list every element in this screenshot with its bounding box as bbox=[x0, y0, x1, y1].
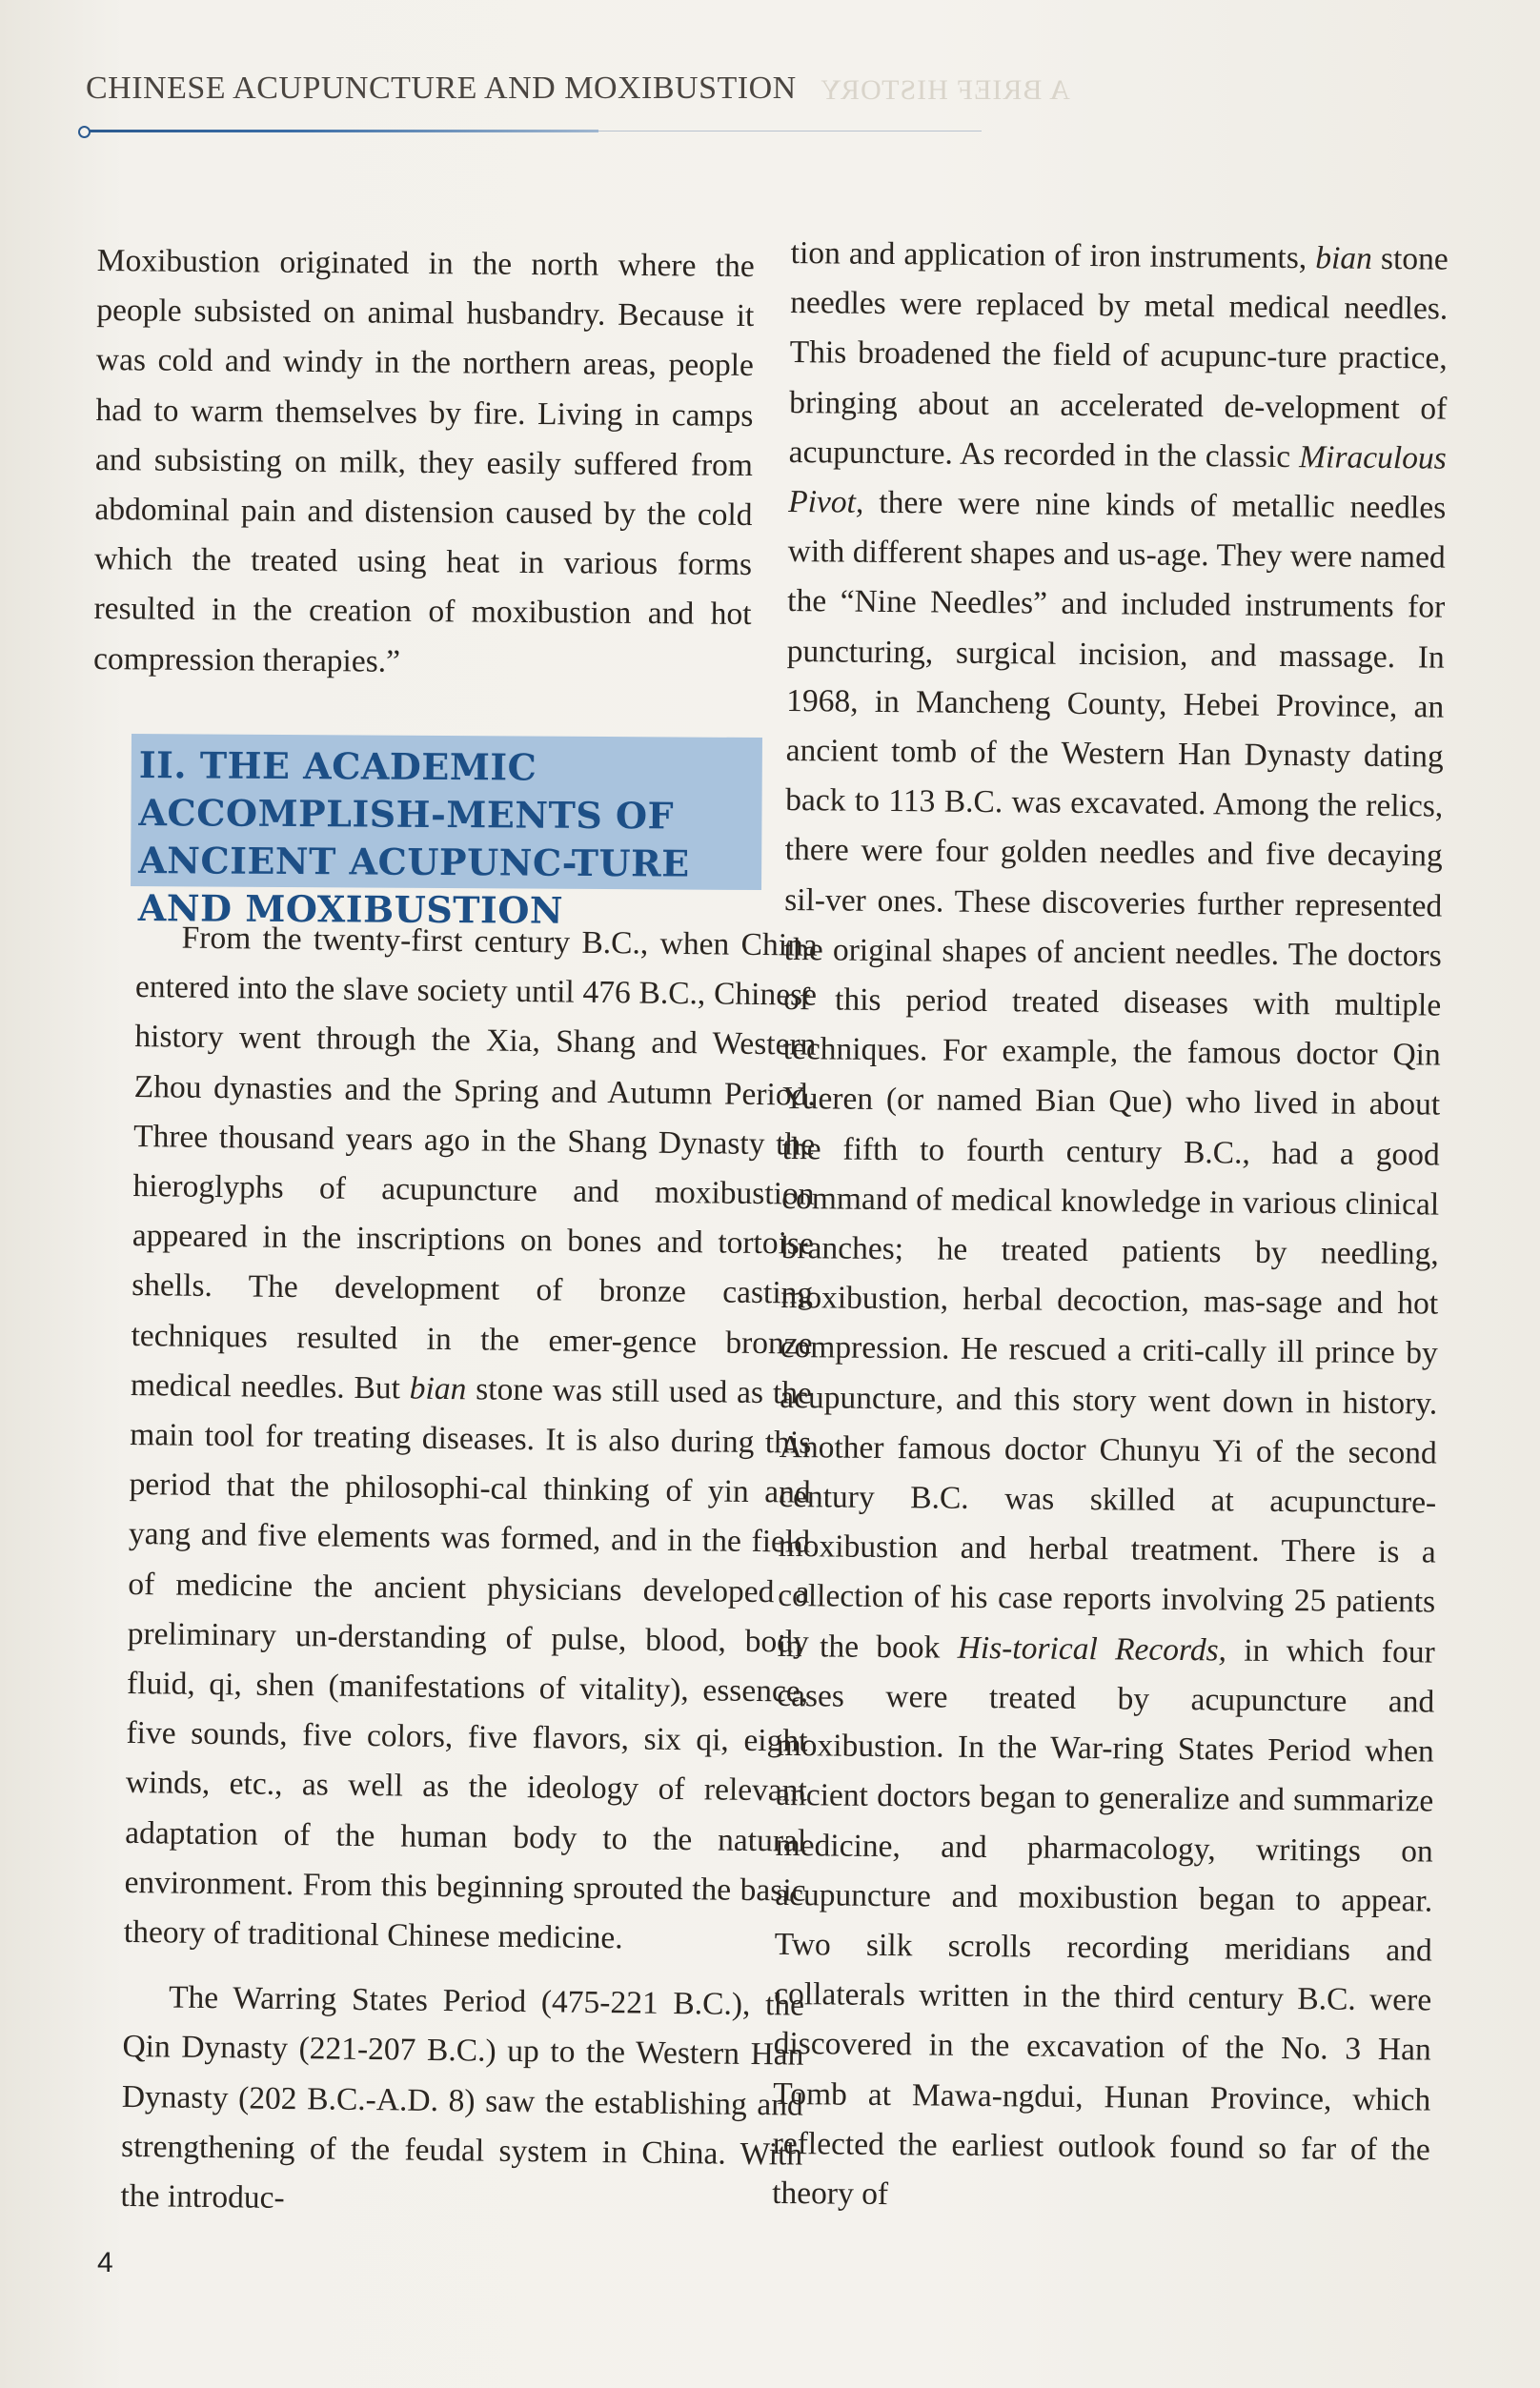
italic-term: bian bbox=[409, 1370, 467, 1407]
italic-book-title: His-torical Records, bbox=[957, 1629, 1227, 1669]
paragraph-warring-states: The Warring States Period (475-221 B.C.), the Qin Dynasty (221-207 B.C.) up to the Western Han Dynasty (202 B.C.-A.D. 8) saw the establishing and strengthening of the feudal system in China. With the introduc- bbox=[120, 1979, 805, 2216]
paragraph-text: stone was still used as the main tool for treating diseases. It is also during this period that the philosophi-cal thinking of yin and yang and five elements was formed, and in the field of medicine the ancient physicians developed a preliminary un-derstanding of pulse, blood, body fluid, qi, shen (manifestations of vitality), essence, five sounds, five colors, five flavors, six qi, eight winds, etc., as well as the ideology of relevant adaptation of the human body to the natural environment. From this beginning sprouted the basic theory of traditional Chinese medicine. bbox=[123, 1371, 813, 1956]
left-column-bottom bbox=[120, 913, 818, 2230]
header-rule-dot-icon bbox=[78, 126, 91, 138]
paragraph-text: stone needles were replaced by metal medical needles. This broadened the field of acupunc-ture practice, bringing about an accelerated de-velopment of acupuncture. As recorded in the classic bbox=[788, 240, 1449, 475]
paragraph-xia-shang-zhou bbox=[124, 913, 818, 1966]
paragraph-text: there were nine kinds of metallic needles with different shapes and us-age. They were named the “Nine Needles” and included instruments for puncturing, surgical incision, and massage. In 1968, in Mancheng County, Hebei Province, an ancient tomb of the Western Han Dynasty dating back to 113 B.C. was excavated. Among the relics, there were four golden needles and five decaying sil-ver ones. These discoveries further represented the original shapes of ancient needles. The doctors of this period treated diseases with multiple techniques. For example, the famous doctor Qin Yueren (or named Bian Que) who lived in about the fifth to fourth century B.C., had a good command of medical knowledge in various clinical branches; he treated patients by needling, moxibustion, herbal decoction, mas-sage and hot compression. He rescued a criti-cally ill prince by acupuncture, and this story went down in history. Another famous doctor Chunyu Yi of the second century B.C. was skilled at acupuncture-moxibustion and herbal treatment. There is a collection of his case reports involving 25 patients in the book bbox=[777, 484, 1447, 1666]
paragraph-moxibustion-origin: Moxibustion originated in the north where the people subsisted on animal husbandry. Because it was cold and windy in the northern areas, people had to warm themselves by fire. Living in camps and subsisting on milk, they easily suffered from abdominal pain and distension caused by the cold which the treated using heat in various forms resulted in the creation of moxibustion and hot compression therapies.” bbox=[92, 242, 755, 679]
paragraph-text: in which four cases were treated by acupuncture and moxibustion. In the War-ring States Period when ancient doctors began to generalize and summarize medicine, and pharmacology, writings on acupuncture and moxibustion began to appear. Two silk scrolls recording meridians and collaterals written in the third century B.C. were discovered in the excavation of the No. 3 Han Tomb at Mawa-ngdui, Hunan Province, which reflected the earliest outlook found so far of the theory of bbox=[772, 1632, 1435, 2212]
header-rule bbox=[84, 130, 598, 132]
left-column-top bbox=[93, 236, 755, 690]
paragraph-text: From the twenty-first century B.C., when China entered into the slave society until 476 B.C., Chinese history went through the Xia, Shang and Western Zhou dynasties and the Spring and Autumn Period. Three thousand years ago in the Shang Dynasty the hieroglyphs of acupuncture and moxibustion appeared in the inscriptions on bones and tortoise shells. The development of bronze casting techniques resulted in the emer-gence bronze medical needles. But bbox=[130, 920, 818, 1406]
section-heading-box bbox=[131, 734, 762, 932]
italic-book-title: Miraculous Pivot, bbox=[788, 438, 1447, 520]
paragraph-iron-instruments bbox=[772, 229, 1449, 2225]
section-heading: II. THE ACADEMIC ACCOMPLISH-MENTS OF ANCIENT ACUPUNC-TURE AND MOXIBUSTION bbox=[137, 743, 690, 932]
right-column bbox=[772, 229, 1449, 2225]
paragraph-text: tion and application of iron instruments, bbox=[790, 234, 1307, 276]
running-header-title: CHINESE ACUPUNCTURE AND MOXIBUSTION bbox=[86, 71, 797, 106]
bleed-through-text: A BRIEF HISTORY bbox=[820, 74, 1070, 106]
italic-term: bian bbox=[1315, 240, 1373, 276]
page-number: 4 bbox=[97, 2247, 113, 2278]
